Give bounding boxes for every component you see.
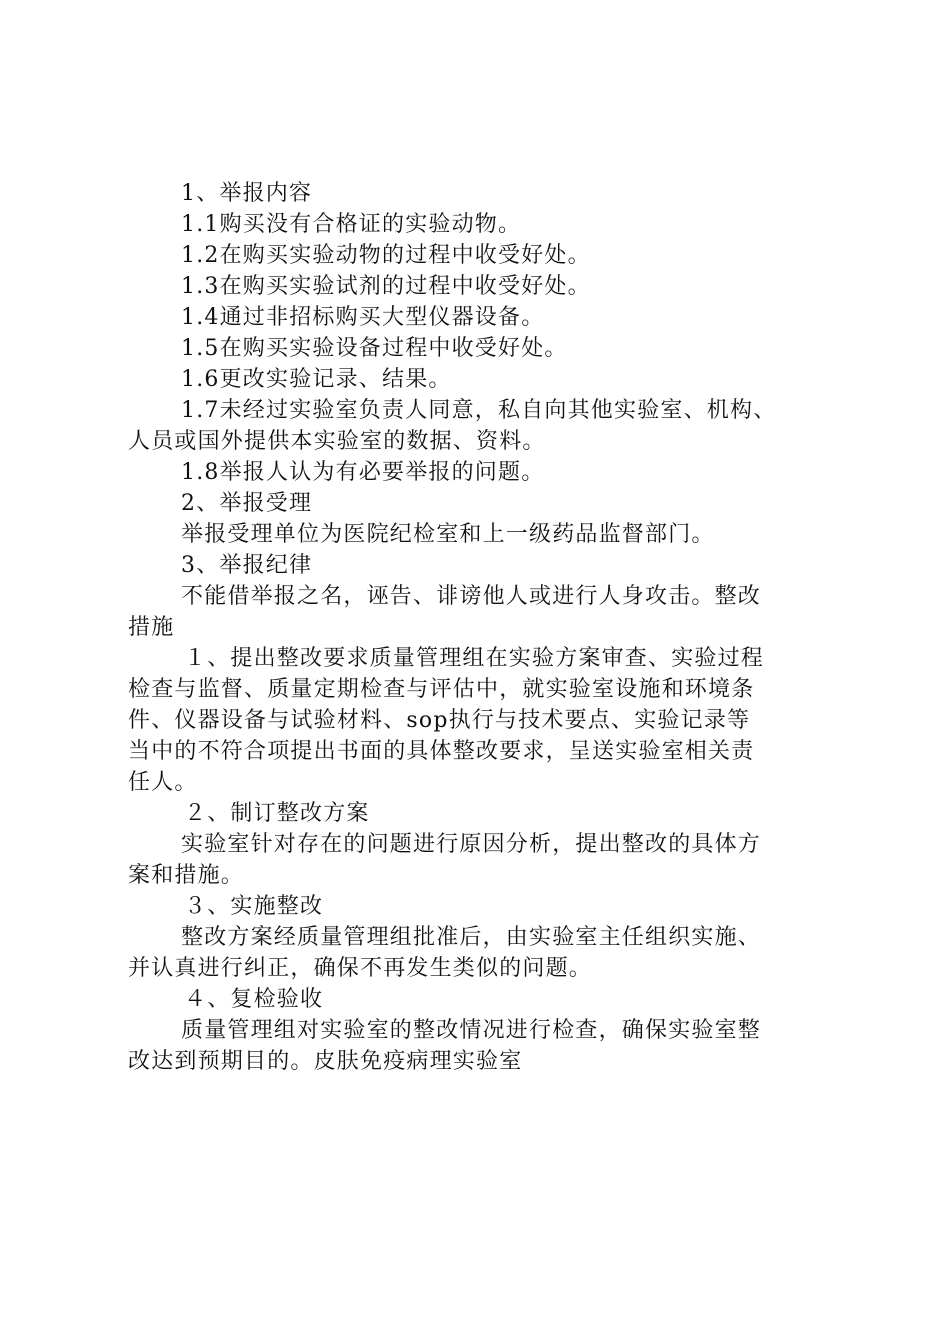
heading-report-acceptance: 2、举报受理 xyxy=(181,491,313,516)
paragraph-line: 质量管理组对实验室的整改情况进行检查，确保实验室整 xyxy=(181,1018,762,1043)
paragraph-line: 整改方案经质量管理组批准后，由实验室主任组织实施、 xyxy=(181,925,762,950)
paragraph-line: 1.4通过非招标购买大型仪器设备。 xyxy=(181,305,545,330)
heading-implement: ３、实施整改 xyxy=(184,894,324,919)
paragraph-line: 任人。 xyxy=(128,770,198,795)
paragraph-line: 措施 xyxy=(128,615,175,640)
paragraph-line: 举报受理单位为医院纪检室和上一级药品监督部门。 xyxy=(181,522,715,547)
heading-formulate-plan: ２、制订整改方案 xyxy=(184,801,370,826)
paragraph-line: 1.5在购买实验设备过程中收受好处。 xyxy=(181,336,568,361)
paragraph-line: 并认真进行纠正，确保不再发生类似的问题。 xyxy=(128,956,593,981)
heading-report-content: 1、举报内容 xyxy=(181,181,313,206)
paragraph-line: 1.8举报人认为有必要举报的问题。 xyxy=(181,460,545,485)
paragraph-line: 实验室针对存在的问题进行原因分析，提出整改的具体方 xyxy=(181,832,762,857)
heading-reinspection: ４、复检验收 xyxy=(184,987,324,1012)
paragraph-line: 1.6更改实验记录、结果。 xyxy=(181,367,452,392)
heading-report-discipline: 3、举报纪律 xyxy=(181,553,313,578)
paragraph-line: 案和措施。 xyxy=(128,863,245,888)
paragraph-line: 不能借举报之名，诬告、诽谤他人或进行人身攻击。整改 xyxy=(181,584,762,609)
paragraph-line: 1.7未经过实验室负责人同意，私自向其他实验室、机构、 xyxy=(181,398,777,423)
paragraph-line: 改达到预期目的。皮肤免疫病理实验室 xyxy=(128,1049,523,1074)
paragraph-line: 检查与监督、质量定期检查与评估中，就实验室设施和环境条 xyxy=(128,677,755,702)
paragraph-line: 件、仪器设备与试验材料、sop执行与技术要点、实验记录等 xyxy=(128,708,751,733)
paragraph-line: 当中的不符合项提出书面的具体整改要求，呈送实验室相关责 xyxy=(128,739,755,764)
paragraph-line: 1.3在购买实验试剂的过程中收受好处。 xyxy=(181,274,591,299)
paragraph-line: 人员或国外提供本实验室的数据、资料。 xyxy=(128,429,546,454)
paragraph-line: １、提出整改要求质量管理组在实验方案审查、实验过程 xyxy=(184,646,765,671)
paragraph-line: 1.2在购买实验动物的过程中收受好处。 xyxy=(181,243,591,268)
paragraph-line: 1.1购买没有合格证的实验动物。 xyxy=(181,212,522,237)
